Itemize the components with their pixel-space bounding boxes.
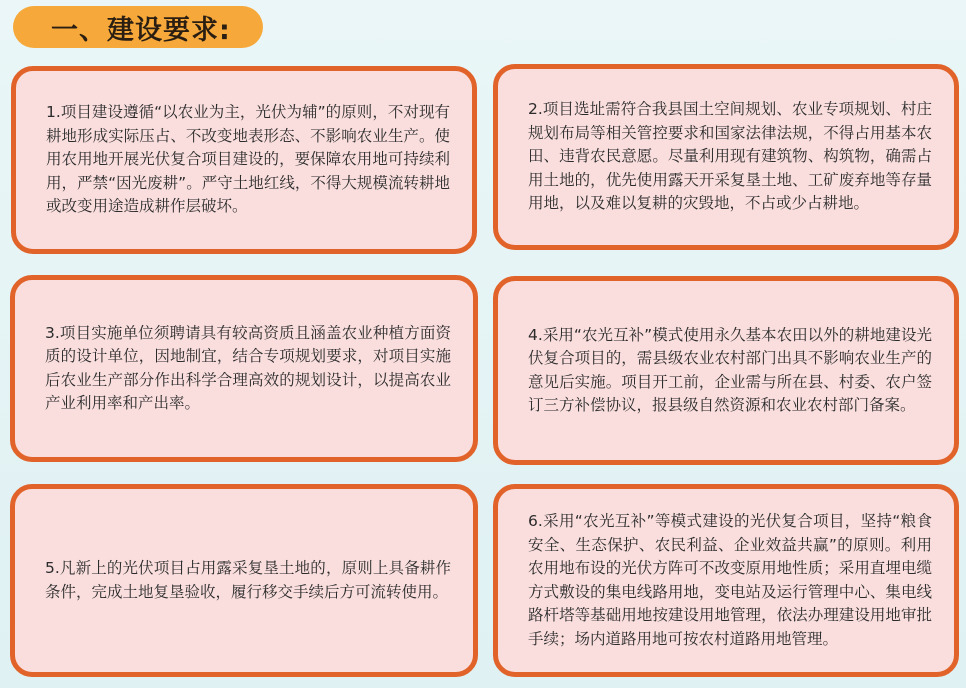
requirement-text-5: 5.凡新上的光伏项目占用露采复垦土地的，原则上具备耕作条件，完成土地复垦验收，履行移交手续后方可流转使用。 xyxy=(45,559,451,601)
requirement-card-5 xyxy=(10,484,478,677)
requirement-text-2: 2.项目选址需符合我县国土空间规划、农业专项规划、村庄规划布局等相关管控要求和国家法律法规，不得占用基本农田、违背农民意愿。尽量利用现有建筑物、构筑物，确需占用土地的，优先使用露天开采复垦土地、工矿废弃地等存量用地，以及难以复耕的灾毁地，不占或少占耕地。 xyxy=(528,100,932,213)
requirement-card-1 xyxy=(11,66,477,254)
requirement-text-3: 3.项目实施单位须聘请具有较高资质且涵盖农业种植方面资质的设计单位，因地制宜，结合专项规划要求，对项目实施后农业生产部分作出科学合理高效的规划设计，以提高农业产业利用率和产出率。 xyxy=(45,323,451,412)
requirement-card-6 xyxy=(493,484,959,677)
requirement-card-2 xyxy=(493,64,959,250)
section-heading-pill xyxy=(13,6,263,48)
requirement-text-6: 6.采用“农光互补”等模式建设的光伏复合项目，坚持“粮食安全、生态保护、农民利益、企业效益共赢”的原则。利用农用地布设的光伏方阵可不改变原用地性质；采用直埋电缆方式敷设的集电线路用地，变电站及运行管理中心、集电线路杆塔等基础用地按建设用地管理，依法办理建设用地审批手续；场内道路用地可按农村道路用地管理。 xyxy=(528,512,932,648)
requirement-card-3 xyxy=(10,275,478,462)
requirement-text-1: 1.项目建设遵循“以农业为主，光伏为辅”的原则，不对现有耕地形成实际压占、不改变地表形态、不影响农业生产。使用农用地开展光伏复合项目建设的，要保障农用地可持续利用，严禁“因光废耕”。严守土地红线，不得大规模流转耕地或改变用途造成耕作层破坏。 xyxy=(46,103,450,216)
requirement-text-4: 4.采用“农光互补”模式使用永久基本农田以外的耕地建设光伏复合项目的，需县级农业农村部门出具不影响农业生产的意见后实施。项目开工前，企业需与所在县、村委、农户签订三方补偿协议，报县级自然资源和农业农村部门备案。 xyxy=(528,325,932,414)
section-heading: 一、建设要求: xyxy=(51,14,231,46)
requirement-card-4 xyxy=(493,276,959,465)
